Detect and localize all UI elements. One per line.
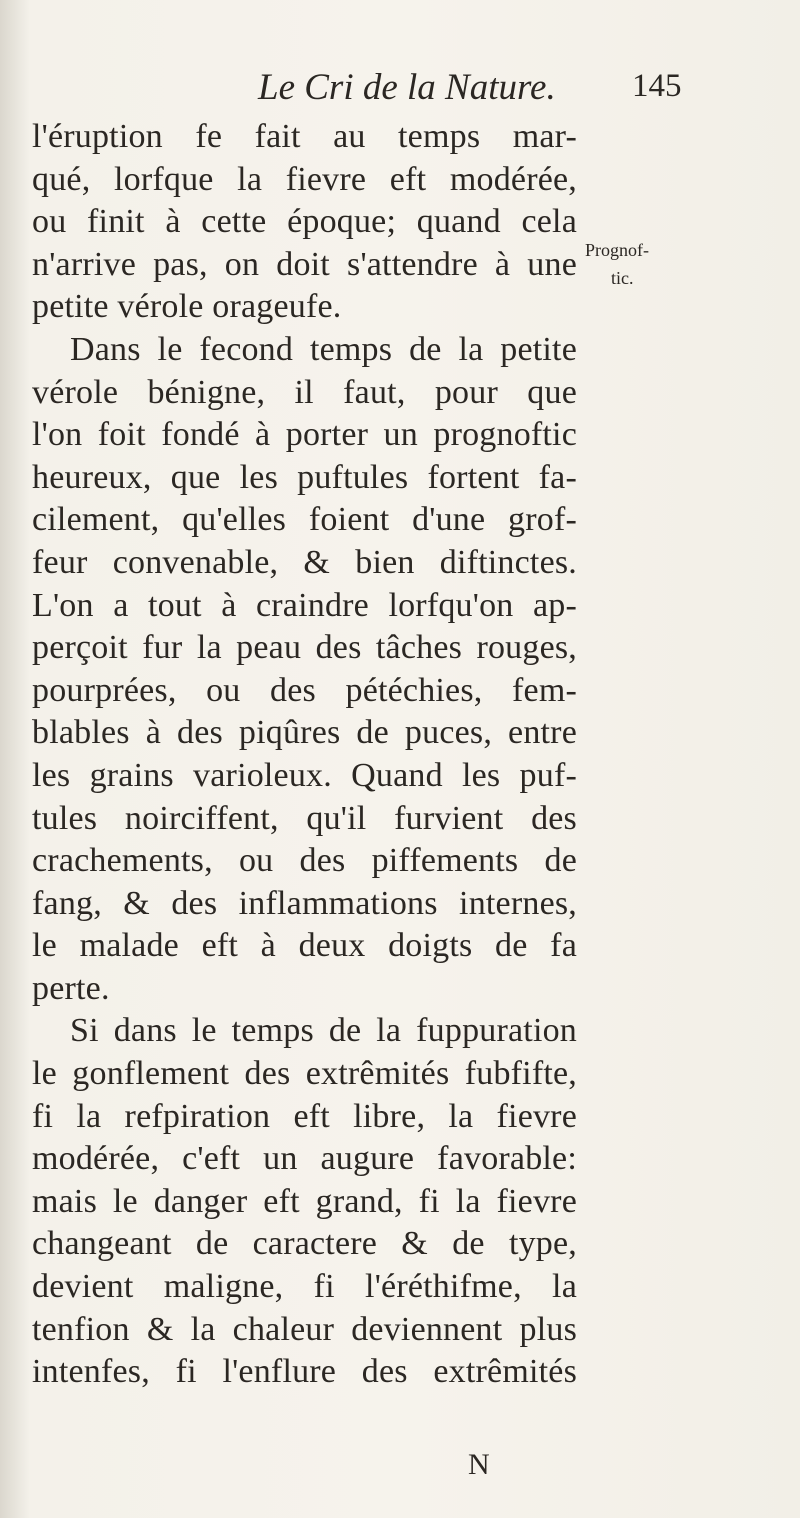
text-line: Dans le fecond temps de la petite — [70, 330, 577, 368]
text-line: pourprées, ou des pétéchies, fem- — [32, 671, 577, 709]
text-line: intenfes, fi l'enflure des extrêmités — [32, 1353, 577, 1391]
text-line: perçoit fur la peau des tâches rouges, — [32, 629, 577, 667]
text-line: l'éruption fe fait au temps mar- — [32, 118, 577, 155]
signature-mark: N — [468, 1448, 490, 1481]
margin-note-line: tic. — [611, 268, 634, 288]
text-line: n'arrive pas, on doit s'attendre à une — [32, 245, 577, 283]
text-line: fi la refpiration eft libre, la fievre — [32, 1097, 577, 1135]
text-line: qué, lorfque la fievre eft modérée, — [32, 160, 577, 198]
text-line: tenfion & la chaleur deviennent plus — [32, 1310, 577, 1348]
text-line: le gonflement des extrêmités fubfifte, — [32, 1055, 577, 1093]
text-line: le malade eft à deux doigts de fa — [32, 927, 577, 965]
text-line: l'on foit fondé à porter un prognoftic — [32, 416, 577, 454]
text-line: heureux, que les puftules fortent fa- — [32, 458, 577, 496]
text-line: tules noirciffent, qu'il furvient des — [32, 799, 577, 837]
text-line: devient maligne, fi l'éréthifme, la — [32, 1268, 577, 1306]
text-line: vérole bénigne, il faut, pour que — [32, 373, 577, 411]
text-line: L'on a tout à craindre lorfqu'on ap- — [32, 586, 577, 624]
text-line: fang, & des inflammations internes, — [32, 884, 577, 922]
text-line: changeant de caractere & de type, — [32, 1225, 577, 1263]
body-text — [32, 116, 577, 1394]
text-line: petite vérole orageufe. — [32, 288, 342, 326]
text-line: les grains varioleux. Quand les puf- — [32, 756, 577, 794]
page-number: 145 — [632, 68, 682, 104]
text-line: blables à des piqûres de puces, entre — [32, 714, 577, 752]
margin-note — [585, 236, 675, 292]
text-line: Si dans le temps de la fuppuration — [70, 1012, 577, 1050]
gutter-shadow — [0, 0, 30, 1518]
margin-note-line: Prognof- — [585, 240, 649, 260]
text-line: ou finit à cette époque; quand cela — [32, 203, 577, 241]
running-head — [258, 66, 682, 110]
text-line: feur convenable, & bien diftinctes. — [32, 543, 577, 581]
text-line: mais le danger eft grand, fi la fievre — [32, 1182, 577, 1220]
text-line: cilement, qu'elles foient d'une grof- — [32, 501, 577, 539]
text-line: perte. — [32, 969, 110, 1007]
running-title: Le Cri de la Nature. — [258, 67, 556, 108]
text-line: crachements, ou des piffements de — [32, 842, 577, 880]
text-line: modérée, c'eft un augure favorable: — [32, 1140, 577, 1178]
